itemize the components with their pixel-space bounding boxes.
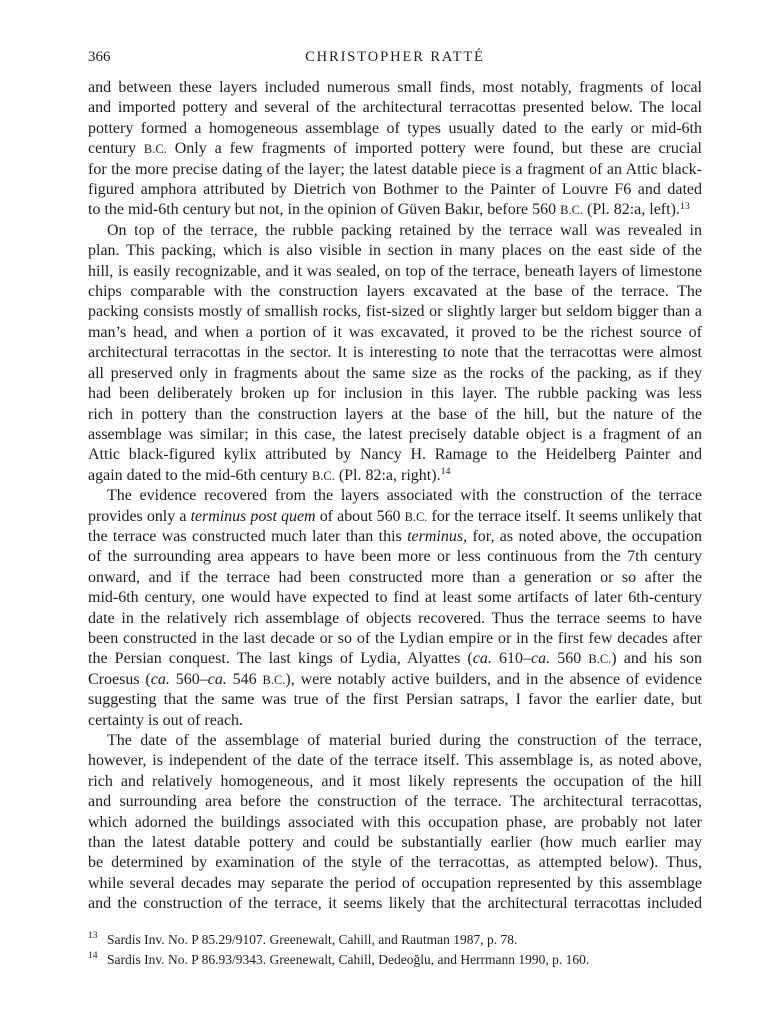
text-line xyxy=(88,405,702,425)
text-run: hill, is easily recognizable, and it was sealed, on top of the terrace, beneath layers of limestone xyxy=(88,262,702,280)
text-line xyxy=(88,874,702,894)
italic-text: ca. xyxy=(531,650,551,668)
text-run: been constructed in the last decade or so of the Lydian empire or in the first few decades after xyxy=(88,629,702,647)
text-run: rich and relatively homogeneous, and it most likely represents the occupation of the hill xyxy=(88,772,702,790)
text-run: man’s head, and when a portion of it was excavated, it proved to be the richest source of xyxy=(88,323,702,341)
paragraph xyxy=(88,78,702,221)
text-run: (Pl. 82:a, right). xyxy=(334,466,441,484)
text-line xyxy=(88,425,702,445)
text-line xyxy=(88,711,702,731)
text-line xyxy=(88,302,702,322)
text-run: however, is independent of the date of the terrace itself. This assemblage is, as noted above, xyxy=(88,752,702,770)
footnote-reference: 13 xyxy=(679,200,690,212)
text-line xyxy=(88,649,702,669)
small-caps-text: B.C. xyxy=(311,468,335,483)
text-run: for the more precise dating of the layer; the latest datable piece is a fragment of an Attic black- xyxy=(88,160,702,178)
text-run: architectural terracottas in the sector. It is interesting to note that the terracottas were almost xyxy=(88,344,702,362)
text-run: century xyxy=(88,140,144,158)
text-line xyxy=(88,119,702,139)
italic-text: ca. xyxy=(207,670,227,688)
text-line xyxy=(88,853,702,873)
text-run: (Pl. 82:a, left). xyxy=(583,201,680,219)
text-line xyxy=(88,609,702,629)
text-line xyxy=(88,568,702,588)
text-run: onward, and if the terrace had been constructed more than a generation or so after the xyxy=(88,568,702,586)
text-line xyxy=(88,180,702,200)
text-run: , for, as noted above, the occupation xyxy=(463,527,702,545)
text-line xyxy=(88,139,702,159)
text-run: than the latest datable pottery and could be substantially earlier (how much earlier may xyxy=(88,834,702,852)
text-line xyxy=(88,466,702,486)
text-line xyxy=(88,588,702,608)
text-run: and surrounding area before the construction of the terrace. The architectural terracottas, xyxy=(88,793,702,811)
running-title: CHRISTOPHER RATTÉ xyxy=(305,49,485,65)
text-line xyxy=(88,772,702,792)
text-run: the Persian conquest. The last kings of Lydia, Alyattes ( xyxy=(88,650,473,668)
small-caps-text: B.C. xyxy=(560,203,584,218)
text-line xyxy=(88,833,702,853)
text-run: and between these layers included numerous small finds, most notably, fragments of local xyxy=(88,79,702,96)
text-line xyxy=(88,547,702,567)
body-text xyxy=(88,78,702,915)
footnote-reference: 14 xyxy=(440,466,451,478)
text-run: which adorned the buildings associated with this occupation phase, are probably not later xyxy=(88,813,702,831)
footnote-number: 13 xyxy=(88,931,98,941)
text-run: The evidence recovered from the layers associated with the construction of the terrace xyxy=(107,487,702,505)
italic-text: ca. xyxy=(150,670,170,688)
text-run: provides only a xyxy=(88,507,191,525)
text-run: for the terrace itself. It seems unlikely that xyxy=(427,507,702,525)
text-line xyxy=(88,670,702,690)
text-run: packing consists mostly of smallish rocks, fist-sized or slightly larger but seldom bigger than a xyxy=(88,303,702,321)
text-run: chips comparable with the construction layers excavated at the base of the terrace. The xyxy=(88,283,702,301)
text-run: 546 xyxy=(226,670,263,688)
small-caps-text: B.C. xyxy=(404,509,428,524)
text-line xyxy=(88,323,702,343)
text-line xyxy=(88,282,702,302)
text-line xyxy=(88,731,702,751)
footnote xyxy=(88,950,702,970)
text-line xyxy=(88,690,702,710)
text-run: and imported pottery and several of the architectural terracottas presented below. The local xyxy=(88,99,702,117)
italic-text: ca. xyxy=(472,650,492,668)
footnotes xyxy=(88,930,702,970)
running-header xyxy=(88,46,702,68)
small-caps-text: B.C. xyxy=(143,142,167,157)
text-run: 610– xyxy=(491,650,532,668)
text-line xyxy=(88,364,702,384)
footnote-text: Sardis Inv. No. P 85.29/9107. Greenewalt, Cahill, and Rautman 1987, p. 78. xyxy=(107,932,518,947)
text-line xyxy=(88,507,702,527)
text-run: to the mid-6th century but not, in the opinion of Güven Bakır, before 560 xyxy=(88,201,561,219)
text-run: certainty is out of reach. xyxy=(88,711,244,729)
text-line xyxy=(88,98,702,118)
italic-text: terminus post quem xyxy=(190,507,316,525)
text-line xyxy=(88,241,702,261)
text-line xyxy=(88,384,702,404)
text-run: while several decades may separate the period of occupation represented by this assemblage xyxy=(88,874,702,892)
text-run: of about 560 xyxy=(315,507,405,525)
text-line xyxy=(88,486,702,506)
text-run: ), were notably active builders, and in the absence of evidence xyxy=(285,670,703,688)
text-run: be determined by examination of the style of the terracottas, as attempted below). Thus, xyxy=(88,854,702,872)
text-line xyxy=(88,221,702,241)
italic-text: terminus xyxy=(407,527,464,545)
text-run: the terrace was constructed much later than this xyxy=(88,527,408,545)
text-run: Croesus ( xyxy=(88,670,151,688)
text-run: The date of the assemblage of material buried during the construction of the terrace, xyxy=(107,732,702,749)
page-number: 366 xyxy=(88,49,111,65)
small-caps-text: B.C. xyxy=(262,672,286,687)
text-run: mid-6th century, one would have expected to find at least some artifacts of later 6th-century xyxy=(88,589,702,607)
text-line xyxy=(88,792,702,812)
footnote-text: Sardis Inv. No. P 86.93/9343. Greenewalt, Cahill, Dedeoğlu, and Herrmann 1990, p. 160. xyxy=(107,952,590,967)
paragraph xyxy=(88,731,702,915)
text-line xyxy=(88,445,702,465)
text-line xyxy=(88,751,702,771)
text-run: plan. This packing, which is also visible in section in many places on the east side of the xyxy=(88,242,702,260)
text-line xyxy=(88,527,702,547)
small-caps-text: B.C. xyxy=(588,652,612,667)
text-line xyxy=(88,813,702,833)
text-run: rich in pottery than the construction layers at the base of the hill, but the nature of the xyxy=(88,405,702,423)
text-run: and the construction of the terrace, it seems likely that the architectural terracottas included xyxy=(88,895,702,913)
text-run: Attic black-figured kylix attributed by Nancy H. Ramage to the Heidelberg Painter and xyxy=(88,446,702,464)
text-run: date in the relatively rich assemblage of objects recovered. Thus the terrace seems to have xyxy=(88,609,702,627)
text-run: had been deliberately broken up for inclusion in this layer. The rubble packing was less xyxy=(88,385,702,403)
paragraph xyxy=(88,486,702,731)
text-run: 560 xyxy=(550,650,589,668)
text-run: of the surrounding area appears to have been more or less continuous from the 7th century xyxy=(88,548,702,566)
text-line xyxy=(88,343,702,363)
text-line xyxy=(88,894,702,914)
text-run: ) and his son xyxy=(611,650,703,668)
text-run: pottery formed a homogeneous assemblage of types usually dated to the early or mid-6th xyxy=(88,119,702,137)
text-run: again dated to the mid-6th century xyxy=(88,466,312,484)
text-run: suggesting that the same was true of the first Persian satraps, I favor the earlier date, but xyxy=(88,691,702,709)
text-line xyxy=(88,78,702,98)
text-run: figured amphora attributed by Dietrich von Bothmer to the Painter of Louvre F6 and dated xyxy=(88,181,702,199)
text-run: all preserved only in fragments about the same size as the rocks of the packing, as if they xyxy=(88,364,702,382)
text-run: Only a few fragments of imported pottery were found, but these are crucial xyxy=(166,140,703,158)
footnote-number: 14 xyxy=(88,951,98,961)
paragraph xyxy=(88,221,702,486)
text-line xyxy=(88,160,702,180)
text-run: assemblage was similar; in this case, the latest precisely datable object is a fragment of an xyxy=(88,425,702,443)
text-line xyxy=(88,200,702,220)
footnote xyxy=(88,930,702,950)
text-run: On top of the terrace, the rubble packing retained by the terrace wall was revealed in xyxy=(107,221,702,239)
text-line xyxy=(88,629,702,649)
text-line xyxy=(88,262,702,282)
text-run: 560– xyxy=(169,670,208,688)
